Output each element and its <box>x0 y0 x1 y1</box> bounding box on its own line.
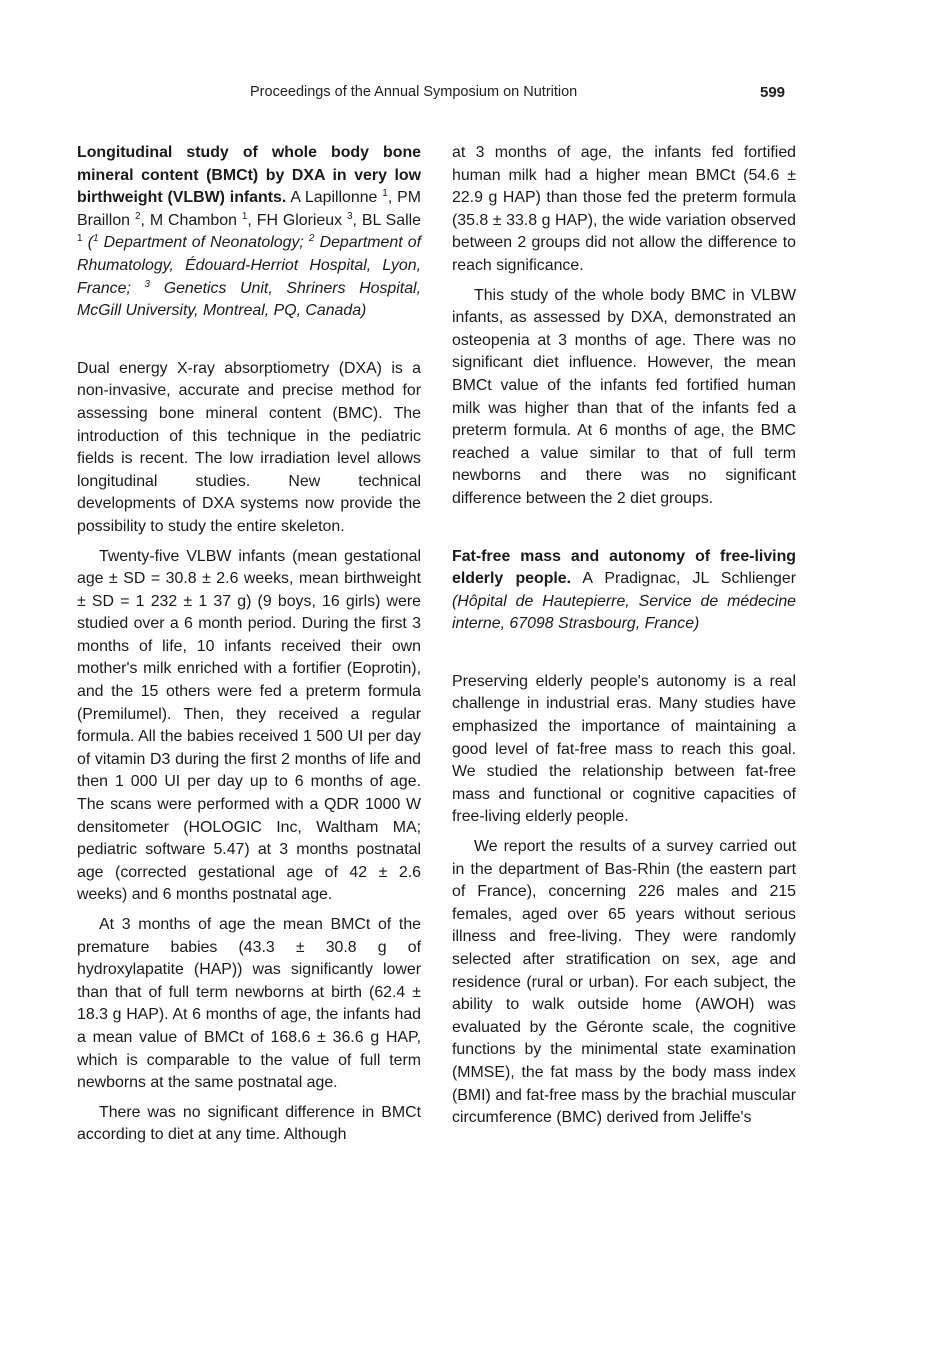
paragraph: This study of the whole body BMC in VLBW infants, as assessed by DXA, demonstrated an osteopenia at 3 months of age. There was no significant diet influence. However, the mean BMCt value of the infants fed fortified human milk was higher than that of the infants fed a preterm formula. At 6 months of age, the BMC reached a value similar to that of full term newborns and there was no significant difference between the 2 diet groups. <box>452 286 796 507</box>
paragraph: Preserving elderly people's autonomy is a real challenge in industrial eras. Many studies have emphasized the importance of maintaining a good level of fat-free mass to reach this goal. We studied the relationship between fat-free mass and functional or cognitive capacities of free-living elderly people. <box>452 672 796 826</box>
page-number: 599 <box>760 84 786 101</box>
left-column <box>77 142 421 1147</box>
article1-heading <box>77 142 421 323</box>
running-head: Proceedings of the Annual Symposium on Nutrition <box>250 84 578 100</box>
paragraph: Twenty-five VLBW infants (mean gestational age ± SD = 30.8 ± 2.6 weeks, mean birthweight ± SD = 1 232 ± 1 37 g) (9 boys, 16 girls) were studied over a 6 month period. During the first 3 months of life, 10 infants received their own mother's milk enriched with a fortifier (Eoprotin), and the 15 others were fed a preterm formula (Premilumel). Then, they received a regular formula. All the babies received 1 500 UI per day of vitamin D3 during the first 2 months of life and then 1 000 UI per day up to 6 months of age. The scans were performed with a QDR 1000 W densitometer (HOLOGIC Inc, Waltham MA; pediatric software 5.47) at 3 months postnatal age (corrected gestational age of 42 ± 2.6 weeks) and 6 months postnatal age. <box>77 547 421 904</box>
paragraph: We report the results of a survey carried out in the department of Bas-Rhin (the eastern part of France), concerning 226 males and 215 females, aged over 65 years without serious illness and free-living. They were randomly selected after stratification on sex, age and residence (rural or urban). For each subject, the ability to walk outside home (AWOH) was evaluated by the Géronte scale, the cognitive functions by the minimental state examination (MMSE), the fat mass by the body mass index (BMI) and fat-free mass by the brachial muscular circumference (BMC) derived from Jeliffe's <box>452 838 796 1127</box>
article1-affiliations: ($^1$ Department of Neonatology; $^2$ Department of Rhumatology, Édouard-Herriot Hospital, Lyon, France; $^3$ Genetics Unit, Shriners Hospital, McGill University, Montreal, PQ, Canada) <box>77 233 421 320</box>
article1-authors: A Lapillonne $^1$, PM Braillon $^2$, M Chambon $^1$, FH Glorieux $^3$, BL Salle $^1$ <box>77 188 422 245</box>
article2-affiliation: (Hôpital de Hautepierre, Service de médecine interne, 67098 Strasbourg, France) <box>452 592 796 633</box>
article2-title: Fat-free mass and autonomy of free-living elderly people. <box>452 547 796 588</box>
paragraph: There was no significant difference in BMCt according to diet at any time. Although <box>77 1103 421 1144</box>
paragraph: at 3 months of age, the infants fed fortified human milk had a higher mean BMCt (54.6 ± 22.9 g HAP) than those fed the preterm formula (35.8 ± 33.8 g HAP), the wide variation observed between 2 groups did not allow the difference to reach significance. <box>452 144 796 274</box>
article1-title: Longitudinal study of whole body bone mineral content (BMCt) by DXA in very low birthweight (VLBW) infants. <box>77 144 421 207</box>
right-column <box>452 142 796 1130</box>
article2-heading <box>452 546 796 636</box>
paragraph: At 3 months of age the mean BMCt of the premature babies (43.3 ± 30.8 g of hydroxylapatite (HAP)) was significantly lower than that of full term newborns at birth (62.4 ± 18.3 g HAP). At 6 months of age, the infants had a mean value of BMCt of 168.6 ± 36.6 g HAP, which is comparable to the value of full term newborns at the same postnatal age. <box>77 916 421 1092</box>
article2-authors: A Pradignac, JL Schlienger <box>582 570 797 588</box>
paragraph: Dual energy X-ray absorptiometry (DXA) is a non-invasive, accurate and precise method for assessing bone mineral content (BMC). The introduction of this technique in the pediatric fields is recent. The low irradiation level allows longitudinal studies. New technical developments of DXA systems now provide the possibility to study the entire skeleton. <box>77 359 421 535</box>
